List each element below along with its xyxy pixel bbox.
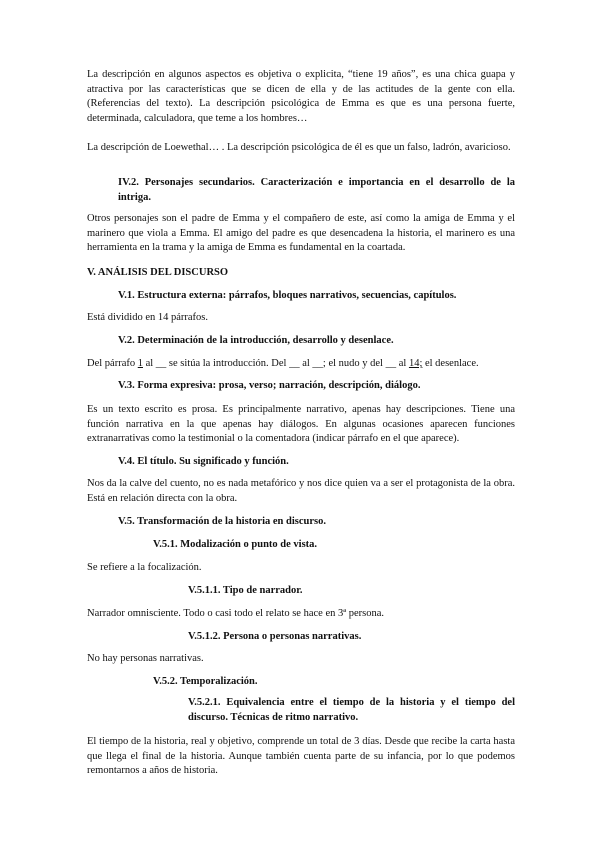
- paragraph-v-2-part-b: al __ se sitúa la introducción. Del __ al __; el nudo y del __ al: [142, 358, 409, 369]
- heading-v-5-2-1: V.5.2.1. Equivalencia entre el tiempo de la historia y el tiempo del discurso. Técnicas de ritmo narrativo.: [188, 697, 515, 723]
- heading-iv-2: IV.2. Personajes secundarios. Caracterización e importancia en el desarrollo de la intriga.: [118, 177, 515, 203]
- paragraph-v-5-1: Se refiere a la focalización.: [87, 562, 202, 573]
- paragraph-v-5-1-2: No hay personas narrativas.: [87, 653, 204, 664]
- paragraph-v-1: Está dividido en 14 párrafos.: [87, 312, 209, 323]
- heading-v-5-1-1: V.5.1.1. Tipo de narrador.: [188, 585, 303, 596]
- paragraph-v-5-1-1: Narrador omnisciente. Todo o casi todo el relato se hace en 3ª persona.: [87, 608, 385, 619]
- paragraph-v-2-part-c: el desenlace.: [422, 358, 479, 369]
- paragraph-secondary-characters: Otros personajes son el padre de Emma y el compañero de este, así como la amiga de Emma y el marinero que viola a Emma. El amigo del padre es que desencadena la historia, el marinero es una herramienta en la trama y la amiga de Emma es fundamental en la coartada.: [87, 213, 515, 253]
- heading-v-3: V.3. Forma expresiva: prosa, verso; narración, descripción, diálogo.: [118, 380, 421, 391]
- paragraph-v-2: [87, 357, 515, 372]
- heading-v-5-1: V.5.1. Modalización o punto de vista.: [153, 539, 318, 550]
- heading-v-2: V.2. Determinación de la introducción, desarrollo y desenlace.: [118, 335, 394, 346]
- paragraph-loewethal-description: La descripción de Loewethal… . La descripción psicológica de él es que un falso, ladrón, avaricioso.: [87, 142, 511, 153]
- heading-v-1: V.1. Estructura externa: párrafos, bloques narrativos, secuencias, capítulos.: [118, 290, 457, 301]
- paragraph-v-2-end-number: 14;: [408, 358, 423, 369]
- paragraph-emma-description: La descripción en algunos aspectos es objetiva o explicita, “tiene 19 años”, es una chica guapa y atractiva por las características que se dicen de ella y de las actitudes de la gente con ella. (Referencias del texto). La descripción psicológica de Emma es que es una persona fuerte, determinada, calculadora, que teme a los hombres…: [87, 69, 515, 124]
- paragraph-v-2-part-a: Del párrafo: [87, 358, 138, 369]
- paragraph-v-2-start-number: 1: [137, 358, 143, 369]
- heading-v-4: V.4. El título. Su significado y función.: [118, 456, 289, 467]
- paragraph-v-5-2-1: El tiempo de la historia, real y objetivo, comprende un total de 3 días. Desde que recibe la carta hasta que llega el final de la historia. Aunque también cuenta parte de su infancia, por lo que podemos remontarnos a años de historia.: [87, 736, 515, 776]
- heading-v-5-1-2: V.5.1.2. Persona o personas narrativas.: [188, 631, 362, 642]
- paragraph-v-4: Nos da la calve del cuento, no es nada metafórico y nos dice quien va a ser el protagonista de la obra. Está en relación directa con la obra.: [87, 478, 515, 504]
- heading-v-5-2: V.5.2. Temporalización.: [153, 676, 258, 687]
- paragraph-v-3: Es un texto escrito es prosa. Es principalmente narrativo, apenas hay descripciones. Tiene una función narrativa en la que apenas hay diálogos. En algunas ocasiones aparecen funciones extranarrativas como la testimonial o la comentadora (indicar párrafo en el que aparece).: [87, 404, 515, 444]
- heading-v-analisis-discurso: V. ANÁLISIS DEL DISCURSO: [87, 267, 229, 278]
- heading-v-5: V.5. Transformación de la historia en discurso.: [118, 516, 326, 527]
